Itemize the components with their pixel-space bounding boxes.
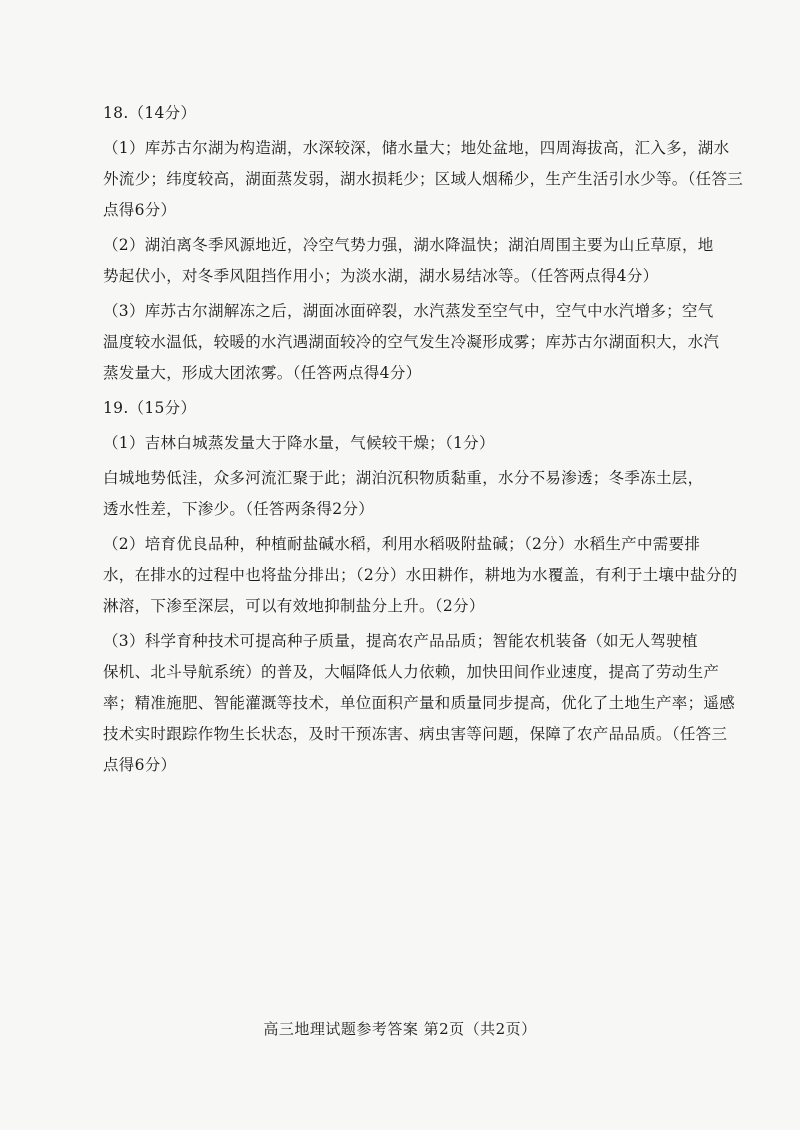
- q18-part2-line: （2）湖泊离冬季风源地近，冷空气势力强，湖水降温快；湖泊周围主要为山丘草原，地: [103, 236, 714, 254]
- q19-part2-line: （2）培育优良品种，种植耐盐碱水稻，利用水稻吸附盐碱；（2分）水稻生产中需要排: [103, 535, 701, 553]
- q18-part1-line: 外流少；纬度较高，湖面蒸发弱，湖水损耗少；区域人烟稀少，生产生活引水少等。（任答三: [103, 170, 744, 188]
- q18-part1-line: 点得6分）: [103, 201, 177, 219]
- q18-part2-line: 势起伏小，对冬季风阻挡作用小；为淡水湖，湖水易结冰等。（任答两点得4分）: [103, 267, 659, 285]
- q19-part2-line: 淋溶，下渗至深层，可以有效地抑制盐分上升。（2分）: [103, 597, 485, 615]
- q19-part3-line: 保机、北斗导航系统）的普及，大幅降低人力依赖，加快田间作业速度，提高了劳动生产: [103, 663, 720, 681]
- q18-part3-line: 温度较水温低，较暖的水汽遇湖面较冷的空气发生冷凝形成雾；库苏古尔湖面积大，水汽: [103, 333, 720, 351]
- q19-part3-line: 技术实时跟踪作物生长状态，及时干预冻害、病虫害等问题，保障了农产品品质。（任答三: [103, 725, 728, 743]
- q19-part3-line: 点得6分）: [103, 756, 177, 774]
- q19-part1-extra-line: 白城地势低洼，众多河流汇聚于此；湖泊沉积物质黏重，水分不易渗透；冬季冻土层，: [103, 469, 704, 487]
- q18-part1-line: （1）库苏古尔湖为构造湖，水深较深，储水量大；地处盆地，四周海拔高，汇入多，湖水: [103, 139, 730, 157]
- q19-part1-extra-line: 透水性差，下渗少。（任答两条得2分）: [103, 500, 375, 518]
- page-footer: 高三地理试题参考答案 第2页（共2页）: [263, 1020, 537, 1038]
- question-18-heading: 18.（14分）: [103, 104, 197, 122]
- q19-part1-line: （1）吉林白城蒸发量大于降水量，气候较干燥；（1分）: [103, 434, 495, 452]
- answer-content: [103, 98, 744, 781]
- q19-part3-line: （3）科学育种技术可提高种子质量，提高农产品品质；智能农机装备（如无人驾驶植: [103, 632, 698, 650]
- q18-part3-line: （3）库苏古尔湖解冻之后，湖面冰面碎裂，水汽蒸发至空气中，空气中水汽增多；空气: [103, 302, 714, 320]
- q19-part3-line: 率；精准施肥、智能灌溉等技术，单位面积产量和质量同步提高，优化了土地生产率；遥感: [103, 694, 736, 712]
- question-19-heading: 19.（15分）: [103, 399, 197, 417]
- q19-part2-line: 水，在排水的过程中也将盐分排出；（2分）水田耕作，耕地为水覆盖，有利于土壤中盐分的: [103, 566, 738, 584]
- q18-part3-line: 蒸发量大，形成大团浓雾。（任答两点得4分）: [103, 364, 422, 382]
